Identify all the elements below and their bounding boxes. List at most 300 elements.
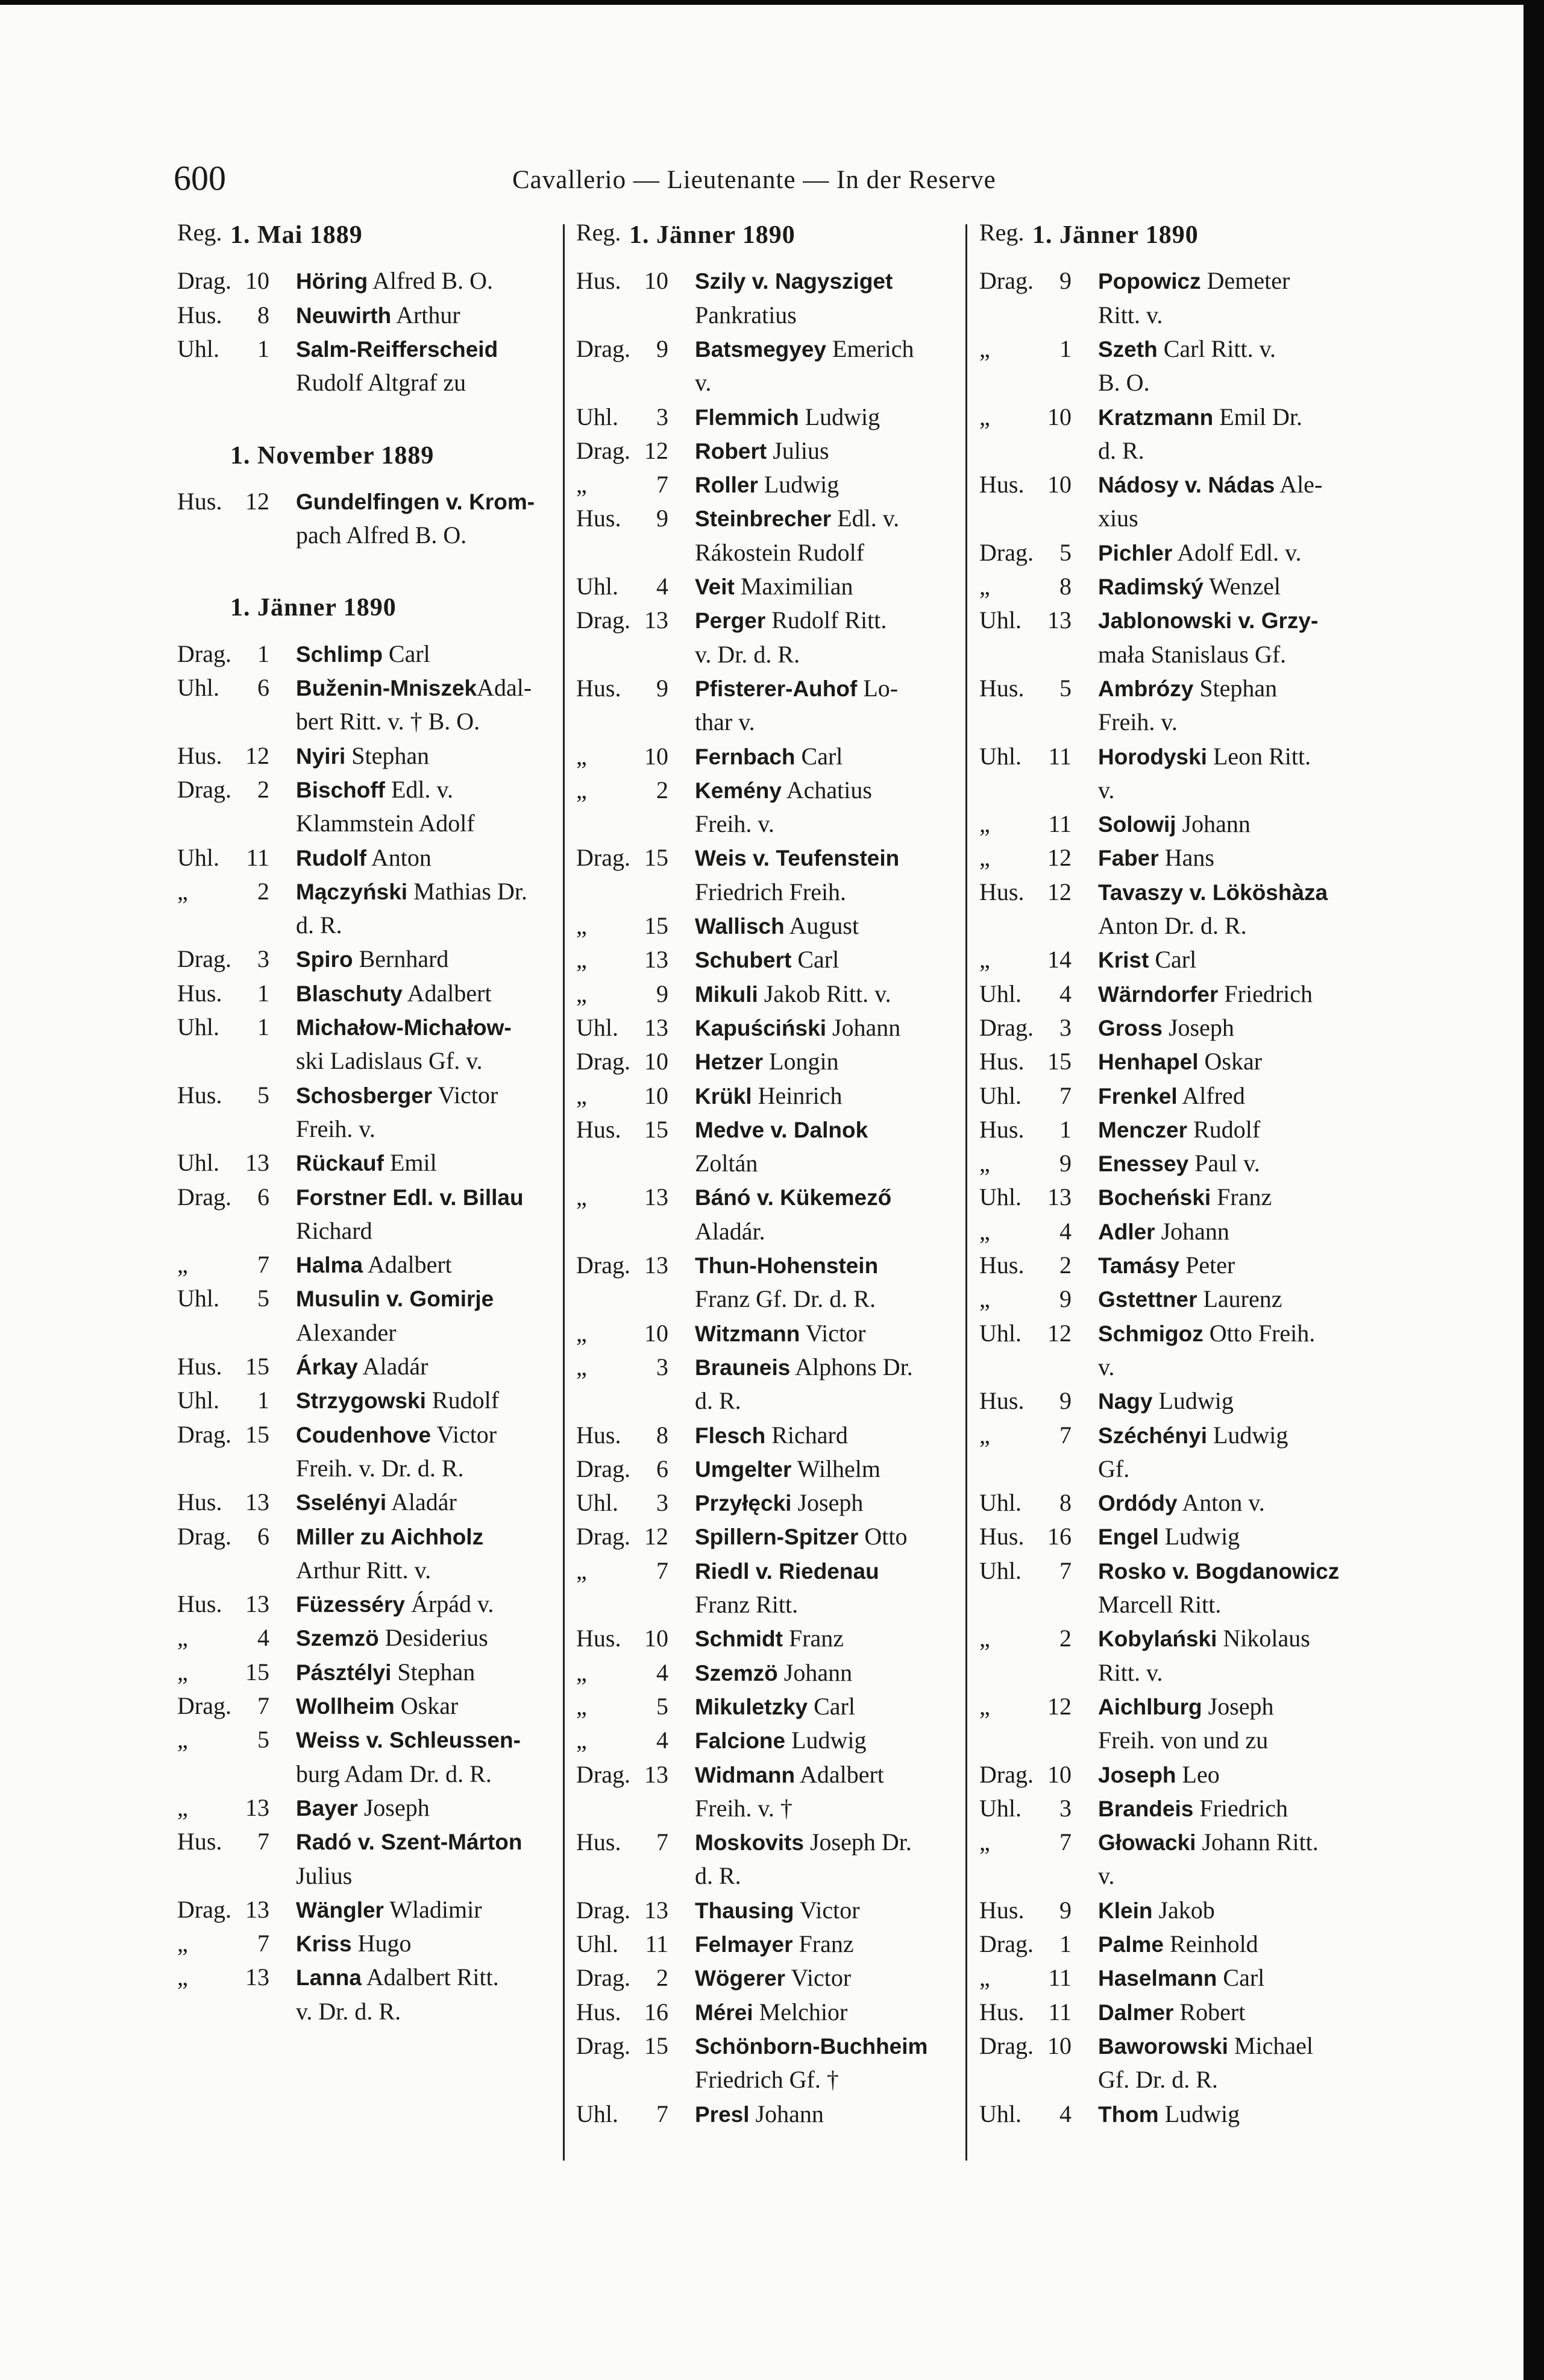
given-names: Achatius (781, 776, 872, 804)
regiment-number: 1 (257, 640, 269, 667)
given-names: Adalbert (363, 1251, 452, 1279)
entry-text (695, 945, 839, 974)
roster-entry (172, 1013, 570, 1047)
continuation-text: Franz Gf. Dr. d. R. (695, 1285, 876, 1313)
branch: „ (576, 1658, 587, 1686)
branch: „ (576, 1692, 587, 1720)
surname: Thun-Hohenstein (695, 1253, 879, 1278)
section-heading: 1. November 1889 (230, 441, 435, 470)
given-names: Aladár (357, 1353, 428, 1380)
roster-entry (974, 843, 1372, 877)
entry-text (1098, 266, 1290, 295)
regiment-number: 14 (1047, 946, 1072, 974)
branch: Uhl. (576, 573, 618, 600)
given-names: Emerich (826, 335, 914, 362)
regiment-number: 6 (656, 1455, 668, 1482)
entry-text (296, 1284, 494, 1312)
roster-entry (172, 1081, 570, 1115)
roster-entry-continuation (172, 911, 570, 945)
surname: Solowij (1098, 812, 1176, 837)
roster-entry (974, 1896, 1372, 1930)
regiment-number: 10 (644, 1081, 668, 1109)
branch: „ (979, 1217, 990, 1245)
given-names: Rudolf (1187, 1115, 1261, 1143)
surname: Popowicz (1098, 269, 1201, 294)
given-names: Joseph (1202, 1692, 1274, 1720)
entry-text (296, 775, 453, 804)
given-names: Oskar (394, 1692, 459, 1719)
branch: Uhl. (177, 843, 219, 871)
given-names: Anton v. (1177, 1489, 1265, 1517)
regiment-number: 9 (1059, 1896, 1072, 1924)
regiment-number: 15 (644, 844, 668, 872)
given-names: Michael (1228, 2032, 1313, 2059)
surname: Gundelfingen v. Krom- (296, 489, 535, 514)
branch: Drag. (979, 1760, 1034, 1788)
roster-entry-continuation (172, 1217, 570, 1250)
regiment-number: 9 (1059, 1150, 1072, 1177)
entry-text (1098, 538, 1301, 567)
regiment-number: 3 (656, 403, 668, 430)
roster-entry-continuation (571, 2065, 969, 2099)
roster-entry-continuation (974, 911, 1372, 945)
roster-entry-continuation (571, 368, 969, 402)
surname: Flemmich (695, 405, 799, 430)
surname: Thausing (695, 1898, 794, 1923)
entry-text (1098, 1115, 1260, 1144)
regiment-number: 9 (1059, 267, 1072, 295)
roster-entry-continuation (974, 2065, 1372, 2099)
continuation-text: Marcell Ritt. (1098, 1591, 1222, 1618)
surname: Presl (695, 2101, 750, 2127)
given-names: Otto Freih. (1203, 1319, 1316, 1347)
branch: „ (177, 1658, 188, 1686)
branch: Uhl. (576, 403, 618, 430)
branch: Uhl. (979, 980, 1021, 1007)
continuation-text: Richard (296, 1217, 372, 1244)
continuation-text: mała Stanislaus Gf. (1098, 640, 1287, 668)
surname: Steinbrecher (695, 506, 832, 532)
entry-text (695, 674, 898, 702)
entry-text (695, 1896, 860, 1924)
given-names: Joseph Dr. (803, 1828, 912, 1856)
given-names: Joseph (791, 1489, 864, 1517)
entry-text (695, 776, 872, 804)
continuation-text: Rudolf Altgraf zu (296, 369, 466, 397)
regiment-number: 4 (656, 1658, 668, 1686)
branch: Hus. (177, 1081, 222, 1109)
entry-text (695, 843, 899, 872)
roster-entry (974, 335, 1372, 368)
roster-entry (172, 335, 570, 368)
roster-entry-continuation (172, 1454, 570, 1488)
regiment-number: 7 (656, 1828, 668, 1856)
surname: Nádosy v. Nádas (1098, 473, 1275, 498)
roster-entry (571, 674, 969, 708)
roster-entry-continuation (974, 1658, 1372, 1692)
roster-entry (172, 1250, 570, 1284)
regiment-number: 4 (1059, 1217, 1072, 1245)
given-names: Carl (382, 640, 430, 667)
given-names: Franz (1211, 1183, 1272, 1211)
regiment-number: 7 (656, 1557, 668, 1584)
roster-entry-continuation (172, 1047, 570, 1080)
roster-entry (571, 1488, 969, 1522)
branch: Hus. (979, 674, 1025, 702)
regiment-number: 3 (656, 1489, 668, 1517)
branch: Uhl. (979, 1183, 1021, 1211)
given-names: Ale- (1275, 471, 1323, 499)
roster-entry (974, 1760, 1372, 1794)
regiment-number: 4 (656, 573, 668, 600)
branch: Drag. (177, 1183, 231, 1210)
branch: „ (979, 1150, 990, 1177)
given-names: Jakob (1152, 1896, 1215, 1924)
surname: Pásztélyi (296, 1660, 392, 1685)
entry-text (1098, 742, 1311, 770)
entry-text (1098, 1760, 1220, 1789)
regiment-number: 7 (1059, 1557, 1072, 1584)
given-names: Julius (767, 436, 829, 464)
surname: Tamásy (1098, 1253, 1180, 1278)
roster-entry (571, 2100, 969, 2133)
regiment-number: 13 (644, 1896, 668, 1924)
branch: Drag. (576, 1523, 630, 1550)
given-names: Carl (808, 1692, 855, 1720)
entry-text (296, 1352, 428, 1380)
entry-text (1098, 1794, 1288, 1822)
given-names: Wenzel (1203, 573, 1281, 600)
regiment-number: 2 (656, 776, 668, 804)
branch: Drag. (177, 640, 231, 667)
roster-entry (974, 1963, 1372, 1997)
roster-entry-continuation (974, 368, 1372, 402)
continuation-text: Rákostein Rudolf (695, 538, 865, 566)
roster-entry-continuation (172, 809, 570, 843)
roster-entry (974, 470, 1372, 504)
reg-label: Reg. (177, 219, 222, 246)
given-names: Johann (749, 2100, 824, 2127)
entry-text (296, 1250, 452, 1279)
roster-entry (172, 266, 570, 300)
continuation-text: Freih. v. (296, 1115, 375, 1142)
roster-entry (571, 776, 969, 810)
entry-text (695, 1930, 854, 1958)
regiment-number: 7 (257, 1930, 269, 1957)
roster-entry (571, 1692, 969, 1726)
given-names: Longin (763, 1048, 839, 1075)
roster-entry-continuation (571, 810, 969, 843)
given-names: Oskar (1198, 1048, 1263, 1075)
branch: Drag. (177, 1522, 231, 1550)
entry-text (1098, 335, 1276, 363)
roster-entry (172, 1895, 570, 1929)
roster-entry-continuation (571, 1590, 969, 1624)
given-names: Friedrich (1193, 1794, 1288, 1822)
entry-text (296, 1623, 488, 1652)
surname: Menczer (1098, 1117, 1188, 1142)
surname: Brandeis (1098, 1796, 1194, 1821)
continuation-text: v. (695, 369, 712, 397)
regiment-number: 5 (1059, 674, 1072, 702)
entry-text (296, 1420, 497, 1449)
roster-entry (571, 1896, 969, 1930)
roster-entry (571, 504, 969, 538)
roster-entry (571, 1624, 969, 1658)
branch: Hus. (979, 878, 1025, 905)
roster-entry (571, 1998, 969, 2032)
surname: Wängler (296, 1897, 384, 1922)
branch: Drag. (576, 2032, 630, 2059)
surname: Weis v. Teufenstein (695, 846, 900, 871)
roster-entry (172, 487, 570, 521)
continuation-text: thar v. (695, 708, 755, 736)
roster-entry-continuation (974, 708, 1372, 741)
surname: Sselényi (296, 1490, 387, 1516)
continuation-text: d. R. (1098, 436, 1144, 464)
roster-entry (571, 1251, 969, 1285)
regiment-number: 10 (644, 1319, 668, 1347)
roster-entry (571, 572, 969, 606)
section-heading: 1. Jänner 1890 (1032, 221, 1199, 249)
branch: Uhl. (576, 1489, 618, 1517)
roster-entry (571, 1557, 969, 1590)
roster-entry (172, 1386, 570, 1420)
surname: Bayer (296, 1795, 358, 1821)
roster-entry (571, 335, 969, 368)
roster-entry (571, 1522, 969, 1556)
continuation-text: ski Ladislaus Gf. v. (296, 1047, 483, 1075)
surname: Lanna (296, 1965, 362, 1991)
roster-entry (571, 911, 969, 945)
roster-entry-continuation (172, 1862, 570, 1895)
surname: Musulin v. Gomirje (296, 1286, 494, 1312)
branch: „ (177, 1930, 188, 1957)
entry-text (296, 1725, 521, 1754)
surname: Batsmegyey (695, 336, 827, 362)
given-names: Johann (1155, 1217, 1229, 1245)
roster-entry-continuation (172, 707, 570, 741)
continuation-text: burg Adam Dr. d. R. (296, 1760, 492, 1787)
entry-text (1098, 1557, 1339, 1585)
regiment-number: 12 (245, 741, 269, 769)
given-names: Richard (765, 1421, 848, 1449)
regiment-number: 15 (245, 1420, 269, 1448)
regiment-number: 10 (644, 1048, 668, 1075)
branch: Drag. (177, 775, 231, 803)
given-names: Adal- (477, 674, 532, 701)
surname: Krükl (695, 1083, 752, 1109)
regiment-number: 8 (1059, 573, 1072, 600)
branch: „ (979, 1828, 990, 1856)
surname: Aichlburg (1098, 1694, 1202, 1719)
given-names: Leon Ritt. (1207, 742, 1311, 770)
entry-text (296, 877, 527, 905)
given-names: Johann Ritt. (1196, 1828, 1319, 1856)
entry-text (1098, 1522, 1240, 1550)
branch: Hus. (979, 1115, 1025, 1143)
roster-entry (571, 1421, 969, 1455)
roster-entry (172, 1725, 570, 1759)
surname: Mikuletzky (695, 1694, 808, 1719)
given-names: Victor (800, 1319, 866, 1347)
entry-text (1098, 1692, 1274, 1720)
entry-text (1098, 1047, 1262, 1075)
surname: Perger (695, 608, 766, 634)
continuation-text: Ritt. v. (1098, 1658, 1163, 1686)
branch: Uhl. (979, 1081, 1021, 1109)
surname: Bánó v. Kükemező (695, 1185, 892, 1210)
regiment-number: 7 (656, 2100, 668, 2127)
entry-text (1098, 1488, 1265, 1517)
regiment-number: 13 (644, 606, 668, 634)
entry-text (296, 1590, 494, 1618)
regiment-number: 11 (645, 1930, 668, 1957)
regiment-number: 11 (1048, 742, 1072, 770)
entry-text (296, 843, 432, 872)
branch: Drag. (576, 844, 630, 872)
surname: Engel (1098, 1525, 1159, 1550)
roster-entry (974, 2100, 1372, 2133)
roster-entry (571, 2032, 969, 2065)
entry-text (1098, 980, 1313, 1008)
branch: „ (576, 1727, 587, 1754)
surname: Palme (1098, 1932, 1164, 1957)
entry-text (1098, 674, 1277, 702)
continuation-text: Franz Ritt. (695, 1591, 799, 1618)
branch: Uhl. (979, 1794, 1021, 1822)
regiment-number: 1 (1059, 335, 1072, 362)
roster-entry-continuation (571, 708, 969, 741)
entry-text (695, 911, 859, 940)
surname: Árkay (296, 1355, 358, 1379)
branch: Uhl. (177, 1285, 219, 1312)
roster-entry-continuation (974, 1726, 1372, 1760)
roster-entry (571, 1726, 969, 1760)
entry-text (1098, 1285, 1282, 1313)
roster-entry (974, 980, 1372, 1013)
branch: „ (979, 335, 990, 362)
branch: Uhl. (177, 1013, 219, 1040)
roster-entry (974, 1251, 1372, 1285)
surname: Halma (296, 1253, 363, 1278)
entry-text (1098, 1624, 1310, 1652)
branch: „ (979, 810, 990, 838)
regiment-number: 6 (257, 1183, 269, 1210)
entry-text (695, 1760, 884, 1789)
branch: „ (177, 1251, 188, 1279)
regiment-number: 10 (644, 267, 668, 295)
entry-text (1098, 403, 1302, 431)
branch: Hus. (177, 301, 222, 329)
entry-text (1098, 878, 1328, 906)
entry-text (1098, 1998, 1245, 2026)
given-names: Joseph (357, 1793, 430, 1821)
roster-entry-continuation (172, 521, 570, 555)
roster-entry (974, 1421, 1372, 1455)
surname: Głowacki (1098, 1830, 1196, 1856)
surname: Faber (1098, 846, 1159, 871)
regiment-number: 13 (1047, 606, 1072, 634)
roster-entry (571, 266, 969, 300)
regiment-number: 4 (257, 1624, 269, 1652)
roster-entry (974, 1488, 1372, 1522)
given-names: Emil (383, 1149, 437, 1177)
entry-text (296, 1386, 499, 1414)
branch: „ (576, 1319, 587, 1347)
regiment-number: 13 (245, 1793, 269, 1821)
given-names: Demeter (1200, 267, 1290, 295)
entry-text (296, 1929, 411, 1957)
branch: Drag. (576, 1455, 630, 1482)
given-names: Carl (1217, 1964, 1265, 1992)
regiment-number: 10 (644, 742, 668, 770)
surname: Rudolf (296, 845, 367, 870)
surname: Jablonowski v. Grzy- (1098, 608, 1319, 634)
surname: Mérei (695, 2000, 753, 2025)
entry-text (1098, 1421, 1288, 1449)
roster-entry-continuation (974, 776, 1372, 810)
surname: Mączyński (296, 879, 408, 904)
branch: Hus. (576, 1828, 621, 1856)
branch: Drag. (576, 606, 630, 634)
roster-entry (571, 1353, 969, 1387)
surname: Szemzö (296, 1626, 379, 1651)
roster-entry (974, 572, 1372, 606)
roster-entry-continuation (571, 1285, 969, 1318)
roster-entry (974, 1081, 1372, 1115)
given-names: Wilhelm (791, 1455, 881, 1482)
branch: Hus. (576, 1421, 621, 1449)
surname: Schlimp (296, 641, 383, 667)
surname: Witzmann (695, 1321, 800, 1346)
branch: Hus. (979, 1998, 1025, 2026)
roster-entry (974, 1828, 1372, 1862)
surname: Mikuli (695, 981, 758, 1007)
entry-text (695, 1557, 879, 1585)
surname: Schönborn-Buchheim (695, 2033, 928, 2059)
given-names: Nikolaus (1217, 1625, 1310, 1652)
roster-entry (974, 1149, 1372, 1183)
surname: Forstner Edl. v. Billau (296, 1185, 524, 1210)
continuation-text: bert Ritt. v. † B. O. (296, 708, 480, 735)
branch: Drag. (177, 1895, 231, 1923)
branch: Drag. (576, 1048, 630, 1075)
roster-entry (571, 1760, 969, 1794)
given-names: August (784, 912, 859, 939)
branch: Hus. (979, 1251, 1025, 1279)
entry-text (695, 1624, 844, 1652)
roster-entry (172, 1929, 570, 1963)
roster-entry-continuation (571, 1862, 969, 1895)
surname: Pfisterer-Auhof (695, 676, 858, 701)
roster-entry-continuation (974, 436, 1372, 470)
entry-text (296, 945, 448, 973)
regiment-number: 2 (257, 775, 269, 803)
branch: „ (177, 1624, 188, 1652)
given-names: Alfred (1177, 1081, 1245, 1109)
roster-entry (172, 843, 570, 877)
branch: Hus. (177, 1353, 222, 1380)
given-names: Carl (795, 742, 843, 770)
entry-text (1098, 572, 1281, 600)
regiment-number: 10 (644, 1625, 668, 1652)
branch: Uhl. (979, 2100, 1021, 2127)
page-number: 600 (174, 159, 226, 198)
roster-entry (974, 742, 1372, 776)
surname: Michałow-Michałow- (296, 1015, 512, 1040)
given-names: Ludwig (1152, 1387, 1234, 1415)
